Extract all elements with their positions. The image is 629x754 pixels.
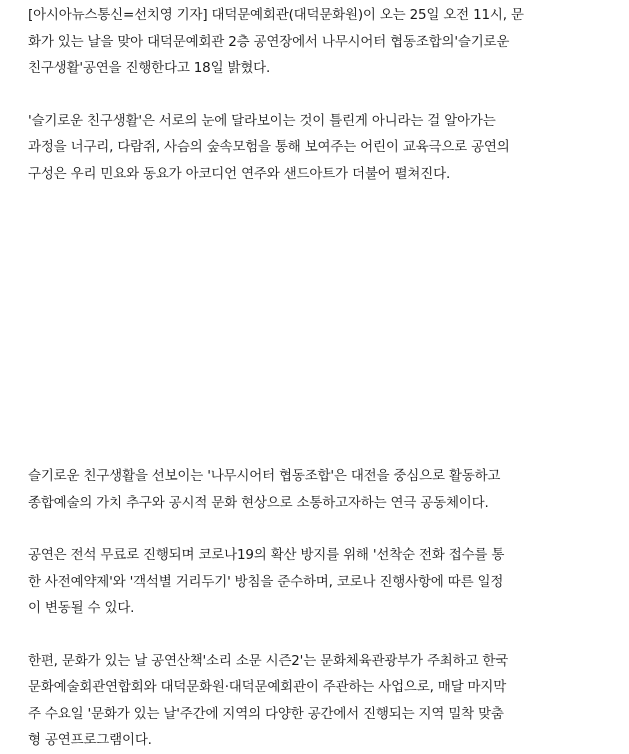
text-line: 이 변동될 수 있다. <box>28 600 135 616</box>
text-line: 형 공연프로그램이다. <box>28 732 152 748</box>
text-line: 주 수요일 '문화가 있는 날'주간에 지역의 다양한 공간에서 진행되는 지역 밀착 맞춤 <box>28 705 504 722</box>
text-line: 종합예술의 가치 추구와 공시적 문화 현상으로 소통하고자하는 연극 공동체이다. <box>28 494 489 511</box>
text-line: 한편, 문화가 있는 날 공연산책'소리 소문 시즌2'는 문화체육관광부가 주최하고 한국 <box>28 652 509 669</box>
paragraph-spacer <box>28 82 610 108</box>
article-paragraph-lead <box>28 2 610 82</box>
text-line: 한 사전예약제'와 '객석별 거리두기' 방침을 준수하며, 코로나 진행사항에 따른 일정 <box>28 573 504 590</box>
text-line: 구성은 우리 민요와 동요가 아코디언 연주와 샌드아트가 더불어 펼쳐진다. <box>28 165 451 182</box>
article-body <box>28 2 610 754</box>
text-line: 공연은 전석 무료로 진행되며 코로나19의 확산 방지를 위해 '선착순 전화 접수를 통 <box>28 547 505 563</box>
article-paragraph <box>28 648 610 754</box>
text-line: '슬기로운 친구생활'은 서로의 눈에 달라보이는 것이 틀린게 아니라는 걸 알아가는 <box>28 112 496 129</box>
article-paragraph <box>28 108 610 188</box>
paragraph-spacer <box>28 622 610 648</box>
text-line: 문화예술회관연합회와 대덕문화원·대덕문예회관이 주관하는 사업으로, 매달 마지막 <box>28 679 507 695</box>
article-image-placeholder <box>28 187 610 463</box>
text-line: [아시아뉴스통신=선치영 기자] 대덕문예회관(대덕문화원)이 오는 25일 오전 11시, 문 <box>28 7 524 23</box>
text-line: 화가 있는 날을 맞아 대덕문예회관 2층 공연장에서 나무시어터 협동조합의'슬기로운 <box>28 33 510 50</box>
text-line: 슬기로운 친구생활을 선보이는 '나무시어터 협동조합'은 대전을 중심으로 활동하고 <box>28 468 501 484</box>
article-paragraph <box>28 542 610 622</box>
text-line: 친구생활'공연을 진행한다고 18일 밝혔다. <box>28 60 271 76</box>
article-paragraph <box>28 463 610 516</box>
paragraph-spacer <box>28 516 610 542</box>
text-line: 과정을 너구리, 다람쥐, 사슴의 숲속모험을 통해 보여주는 어린이 교육극으로 공연의 <box>28 139 510 155</box>
